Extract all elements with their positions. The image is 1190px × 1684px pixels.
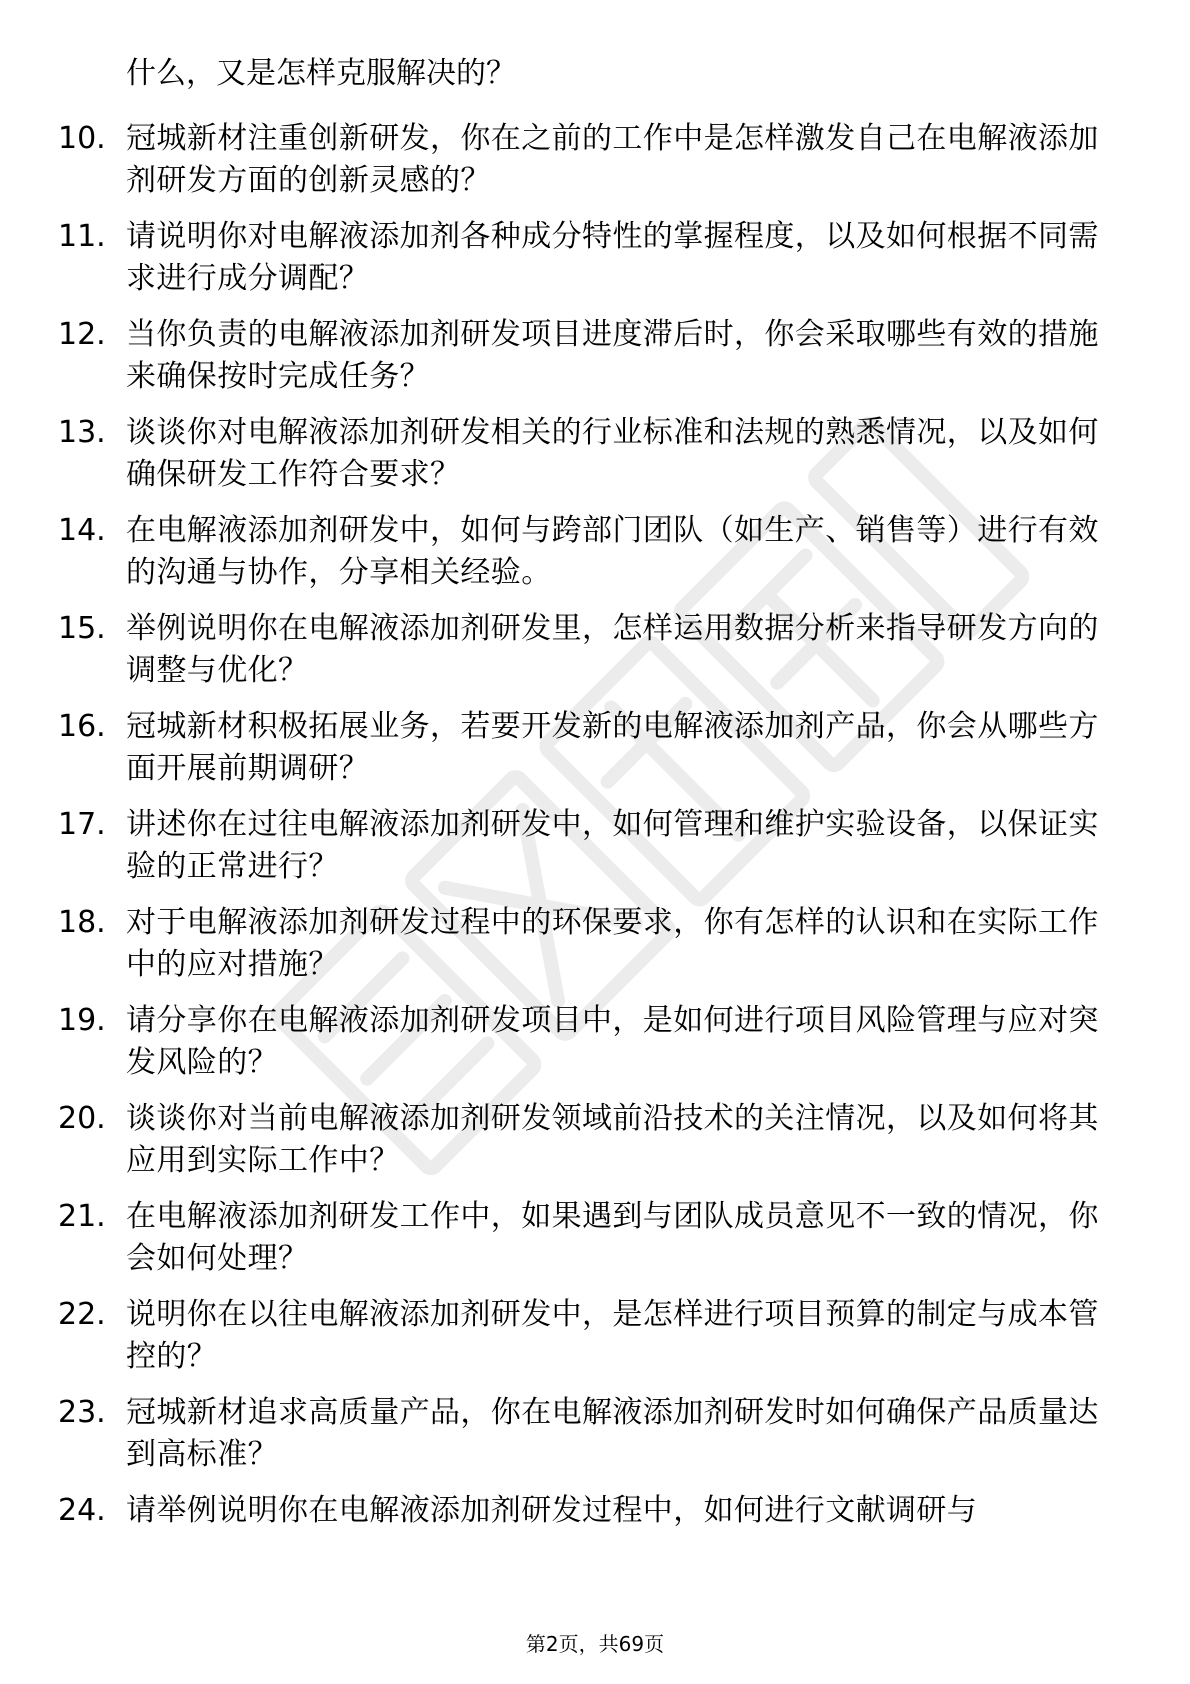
question-item <box>0 1196 1190 1293</box>
question-item <box>0 902 1190 999</box>
question-text: 冠城新材积极拓展业务，若要开发新的电解液添加剂产品，你会从哪些方面开展前期调研？ <box>126 709 1099 786</box>
question-number: 14. <box>58 513 106 548</box>
question-text: 举例说明你在电解液添加剂研发里，怎样运用数据分析来指导研发方向的调整与优化？ <box>126 611 1099 688</box>
question-text: 在电解液添加剂研发工作中，如果遇到与团队成员意见不一致的情况，你会如何处理？ <box>126 1199 1099 1276</box>
question-number: 15. <box>58 611 106 646</box>
question-text: 请说明你对电解液添加剂各种成分特性的掌握程度，以及如何根据不同需求进行成分调配？ <box>126 219 1099 296</box>
question-number: 20. <box>58 1101 106 1136</box>
question-text: 当你负责的电解液添加剂研发项目进度滞后时，你会采取哪些有效的措施来确保按时完成任务？ <box>126 317 1099 394</box>
question-text: 对于电解液添加剂研发过程中的环保要求，你有怎样的认识和在实际工作中的应对措施？ <box>126 905 1099 982</box>
question-number: 23. <box>58 1395 106 1430</box>
question-item <box>0 510 1190 607</box>
question-item <box>0 412 1190 509</box>
question-item <box>0 1000 1190 1097</box>
question-number: 16. <box>58 709 106 744</box>
question-item <box>0 314 1190 411</box>
question-text: 讲述你在过往电解液添加剂研发中，如何管理和维护实验设备，以保证实验的正常进行？ <box>126 807 1099 884</box>
question-text: 在电解液添加剂研发中，如何与跨部门团队（如生产、销售等）进行有效的沟通与协作，分享相关经验。 <box>126 513 1099 590</box>
question-text: 冠城新材注重创新研发，你在之前的工作中是怎样激发自己在电解液添加剂研发方面的创新灵感的？ <box>126 121 1099 198</box>
question-number: 17. <box>58 807 106 842</box>
question-item <box>0 1392 1190 1489</box>
question-text: 谈谈你对当前电解液添加剂研发领域前沿技术的关注情况，以及如何将其应用到实际工作中？ <box>126 1101 1099 1178</box>
page-footer: 第2页，共69页 <box>525 1632 665 1656</box>
question-number: 24. <box>58 1493 106 1528</box>
question-number: 13. <box>58 415 106 450</box>
question-item <box>0 1490 1190 1587</box>
question-number: 19. <box>58 1003 106 1038</box>
question-number: 11. <box>58 219 106 254</box>
question-text: 冠城新材追求高质量产品，你在电解液添加剂研发时如何确保产品质量达到高标准？ <box>126 1395 1099 1472</box>
question-item <box>0 216 1190 313</box>
question-item <box>0 608 1190 705</box>
question-text: 请分享你在电解液添加剂研发项目中，是如何进行项目风险管理与应对突发风险的？ <box>126 1003 1099 1080</box>
question-item <box>0 804 1190 901</box>
continued-question-text: 什么，又是怎样克服解决的？ <box>126 56 516 91</box>
question-number: 18. <box>58 905 106 940</box>
question-number: 22. <box>58 1297 106 1332</box>
question-text: 请举例说明你在电解液添加剂研发过程中，如何进行文献调研与 <box>126 1493 978 1528</box>
question-item <box>0 118 1190 215</box>
question-number: 12. <box>58 317 106 352</box>
question-text: 说明你在以往电解液添加剂研发中，是怎样进行项目预算的制定与成本管控的？ <box>126 1297 1099 1374</box>
question-list <box>0 118 1190 1588</box>
question-item <box>0 706 1190 803</box>
question-text: 谈谈你对电解液添加剂研发相关的行业标准和法规的熟悉情况，以及如何确保研发工作符合要求？ <box>126 415 1099 492</box>
question-item <box>0 1098 1190 1195</box>
question-item <box>0 1294 1190 1391</box>
question-number: 10. <box>58 121 106 156</box>
question-number: 21. <box>58 1199 106 1234</box>
